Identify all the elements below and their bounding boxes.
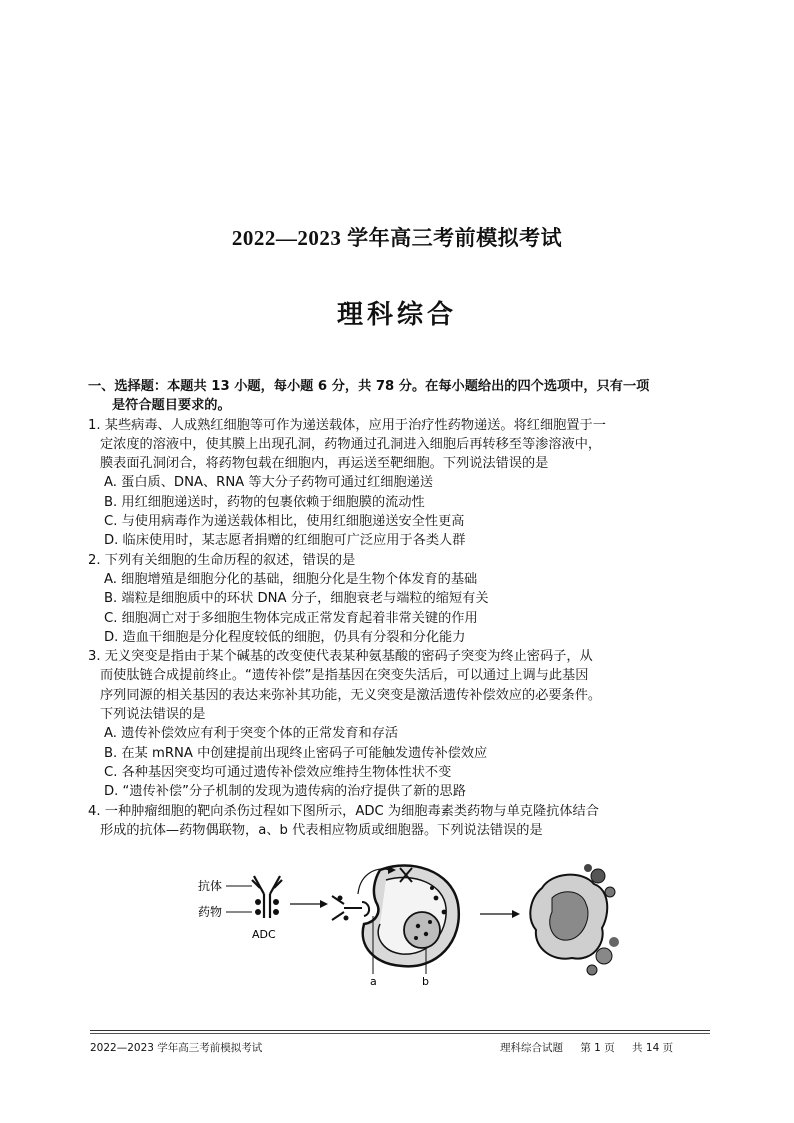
question-stem-line: 1. 某些病毒、人成熟红细胞等可作为递送载体，应用于治疗性药物递送。将红细胞置于一 <box>88 417 606 433</box>
adc-label: ADC <box>252 928 276 941</box>
option-d: D. “遗传补偿”分子机制的发现为遗传病的治疗提供了新的思路 <box>104 784 466 800</box>
question-4 <box>88 802 710 841</box>
question-2 <box>88 551 710 647</box>
footer-total-pages: 共 14 页 <box>632 1042 674 1054</box>
question-stem-line: 4. 一种肿瘤细胞的靶向杀伤过程如下图所示，ADC 为细胞毒素类药物与单克隆抗体结合 <box>88 803 599 819</box>
arrow-icon <box>480 910 520 918</box>
question-stem-line: 2. 下列有关细胞的生命历程的叙述，错误的是 <box>88 552 356 568</box>
question-stem-line: 3. 无义突变是指由于某个碱基的改变使代表某种氨基酸的密码子突变为终止密码子，从 <box>88 649 593 665</box>
exam-title: 2022—2023 学年高三考前模拟考试 <box>231 226 563 250</box>
question-stem-line: 定浓度的溶液中，使其膜上出现孔洞，药物通过孔洞进入细胞后再转移至等渗溶液中， <box>100 436 602 452</box>
option-d: D. 造血干细胞是分化程度较低的细胞，仍具有分裂和分化能力 <box>104 629 466 645</box>
drug-label: 药物 <box>198 905 223 919</box>
adc-targeting-diagram <box>190 858 630 988</box>
section-heading <box>88 377 710 416</box>
option-c: C. 与使用病毒作为递送载体相比，使用红细胞递送安全性更高 <box>104 514 465 530</box>
option-c: C. 各种基因突变均可通过遗传补偿效应维持生物体性状不变 <box>104 764 452 780</box>
bound-adc-icon <box>332 896 369 920</box>
option-b: B. 用红细胞递送时，药物的包裹依赖于细胞膜的流动性 <box>104 494 425 510</box>
section-heading-line: 是符合题目要求的。 <box>112 398 231 414</box>
question-stem-line: 序列同源的相关基因的表达来弥补其功能，无义突变是激活遗传补偿效应的必要条件。 <box>100 687 602 703</box>
option-c: C. 细胞凋亡对于多细胞生物体完成正常发育起着非常关键的作用 <box>104 610 478 626</box>
option-b: B. 在某 mRNA 中创建提前出现终止密码子可能触发遗传补偿效应 <box>104 745 488 761</box>
footer-exam-name: 2022—2023 学年高三考前模拟考试 <box>90 1042 263 1054</box>
question-1 <box>88 416 710 551</box>
question-stem-line: 膜表面孔洞闭合，将药物包载在细胞内，再运送至靶细胞。下列说法错误的是 <box>100 456 549 472</box>
antibody-label: 抗体 <box>198 879 223 893</box>
apoptotic-cell <box>530 864 619 975</box>
option-a: A. 遗传补偿效应有利于突变个体的正常发育和存活 <box>104 726 399 742</box>
footer-page-number: 第 1 页 <box>580 1042 615 1054</box>
arrow-icon <box>290 900 328 908</box>
question-content <box>88 377 710 840</box>
footer-subject: 理科综合试题 <box>500 1042 563 1054</box>
option-a: A. 细胞增殖是细胞分化的基础，细胞分化是生物个体发育的基础 <box>104 571 478 587</box>
drug-dots-icon <box>255 899 279 915</box>
option-d: D. 临床使用时，某志愿者捐赠的红细胞可广泛应用于各类人群 <box>104 533 466 549</box>
question-stem-line: 而使肽链合成提前终止。“遗传补偿”是指基因在突变失活后，可以通过上调与此基因 <box>100 668 589 684</box>
footer-rule-thin <box>90 1033 710 1034</box>
label-b: b <box>422 975 429 988</box>
option-a: A. 蛋白质、DNA、RNA 等大分子药物可通过红细胞递送 <box>104 475 434 491</box>
question-stem-line: 下列说法错误的是 <box>100 707 206 723</box>
question-3 <box>88 647 710 801</box>
section-heading-line: 一、选择题：本题共 13 小题，每小题 6 分，共 78 分。在每小题给出的四个选项中，只有一项 <box>88 379 650 394</box>
footer-rule <box>90 1030 710 1031</box>
subject-title: 理科综合 <box>336 300 457 330</box>
footer-page-info <box>500 1040 687 1055</box>
question-stem-line: 形成的抗体—药物偶联物，a、b 代表相应物质或细胞器。下列说法错误的是 <box>100 822 543 838</box>
label-a: a <box>370 975 377 988</box>
option-b: B. 端粒是细胞质中的环状 DNA 分子，细胞衰老与端粒的缩短有关 <box>104 591 489 607</box>
